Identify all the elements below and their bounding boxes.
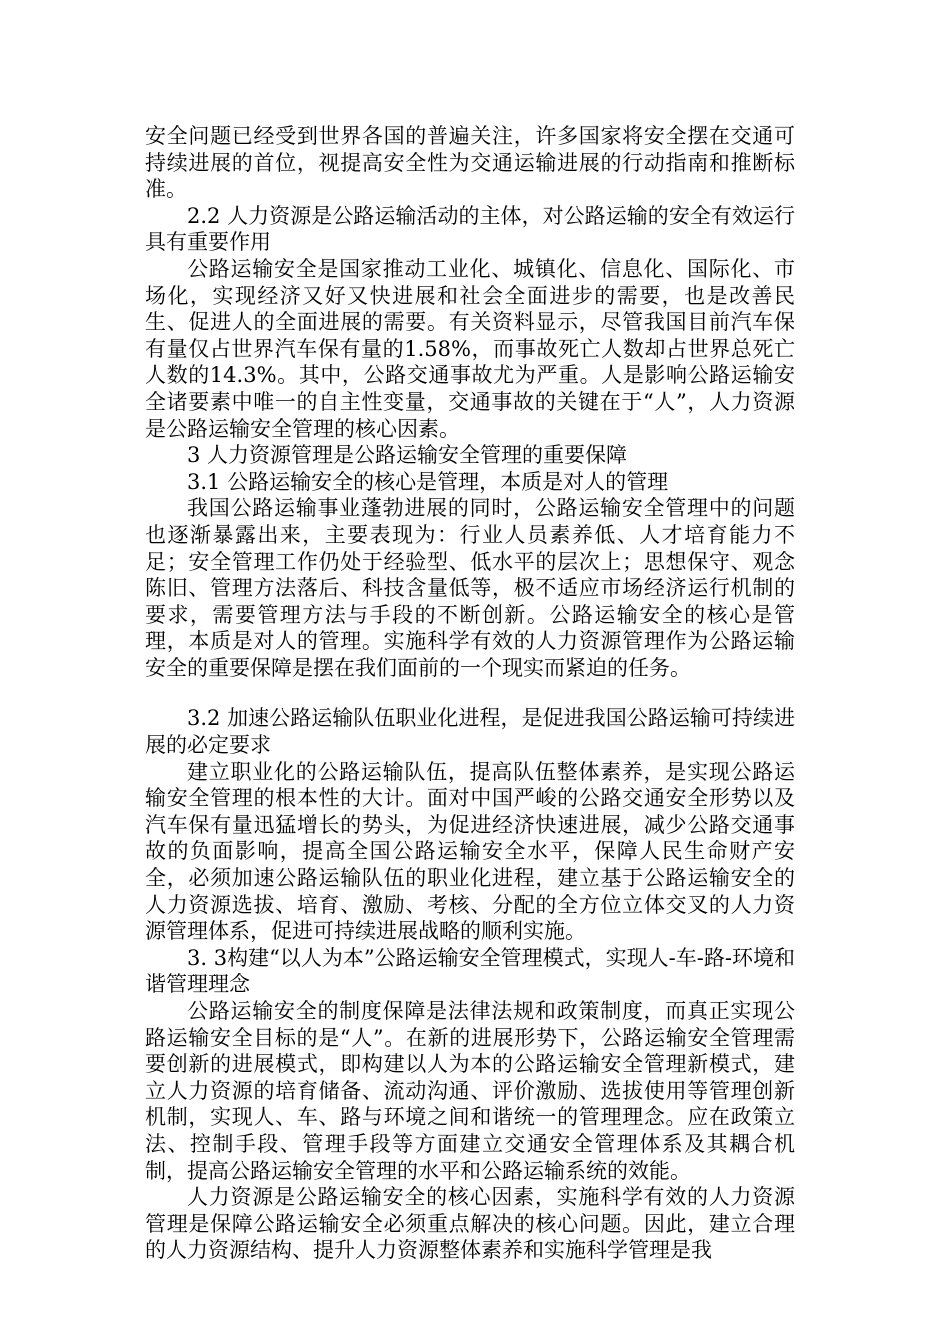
paragraph: 安全问题已经受到世界各国的普遍关注，许多国家将安全摆在交通可持续进展的首位，视提高安全性为交通运输进展的行动指南和推断标准。 bbox=[145, 124, 795, 202]
section-heading: 3.2 加速公路运输队伍职业化进程，是促进我国公路运输可持续进展的必定要求 bbox=[145, 706, 795, 758]
paragraph: 公路运输安全是国家推动工业化、城镇化、信息化、国际化、市场化，实现经济又好又快进展和社会全面进步的需要，也是改善民生、促进人的全面进展的需要。有关资料显示，尽管我国目前汽车保有量仅占世界汽车保有量的1.58%，而事故死亡人数却占世界总死亡人数的14.3%。其中，公路交通事故尤为严重。人是影响公路运输安全诸要素中唯一的自主性变量，交通事故的关键在于“人”，人力资源是公路运输安全管理的核心因素。 bbox=[145, 256, 795, 441]
section-heading: 3 人力资源管理是公路运输安全管理的重要保障 bbox=[187, 443, 628, 468]
paragraph: 人力资源是公路运输安全的核心因素，实施科学有效的人力资源管理是保障公路运输安全必须重点解决的核心问题。因此，建立合理的人力资源结构、提升人力资源整体素养和实施科学管理是我 bbox=[145, 1185, 795, 1263]
section-heading: 3.1 公路运输安全的核心是管理，本质是对人的管理 bbox=[187, 469, 669, 494]
paragraph: 公路运输安全的制度保障是法律法规和政策制度，而真正实现公路运输安全目标的是“人”。在新的进展形势下，公路运输安全管理需要创新的进展模式，即构建以人为本的公路运输安全管理新模式，建立人力资源的培育储备、流动沟通、评价激励、选拔使用等管理创新机制，实现人、车、路与环境之间和谐统一的管理理念。应在政策立法、控制手段、管理手段等方面建立交通安全管理体系及其耦合机制，提高公路运输安全管理的水平和公路运输系统的效能。 bbox=[145, 999, 795, 1183]
section-heading: 3. 3构建“以人为本”公路运输安全管理模式，实现人-车-路-环境和谐管理理念 bbox=[145, 945, 795, 997]
paragraph: 建立职业化的公路运输队伍，提高队伍整体素养，是实现公路运输安全管理的根本性的大计。面对中国严峻的公路交通安全形势以及汽车保有量迅猛增长的势头，为促进经济快速进展，减少公路交通事故的负面影响，提高全国公路运输安全水平，保障人民生命财产安全，必须加速公路运输队伍的职业化进程，建立基于公路运输安全的人力资源选拔、培育、激励、考核、分配的全方位立体交叉的人力资源管理体系，促进可持续进展战略的顺利实施。 bbox=[145, 759, 795, 944]
paragraph: 我国公路运输事业蓬勃进展的同时，公路运输安全管理中的问题也逐渐暴露出来，主要表现为：行业人员素养低、人才培育能力不足；安全管理工作仍处于经验型、低水平的层次上；思想保守、观念陈旧、管理方法落后、科技含量低等，极不适应市场经济运行机制的要求，需要管理方法与手段的不断创新。公路运输安全的核心是管理，本质是对人的管理。实施科学有效的人力资源管理作为公路运输安全的重要保障是摆在我们面前的一个现实而紧迫的任务。 bbox=[145, 496, 795, 680]
document-page bbox=[145, 123, 795, 1264]
section-heading: 2.2 人力资源是公路运输活动的主体，对公路运输的安全有效运行具有重要作用 bbox=[145, 203, 795, 255]
